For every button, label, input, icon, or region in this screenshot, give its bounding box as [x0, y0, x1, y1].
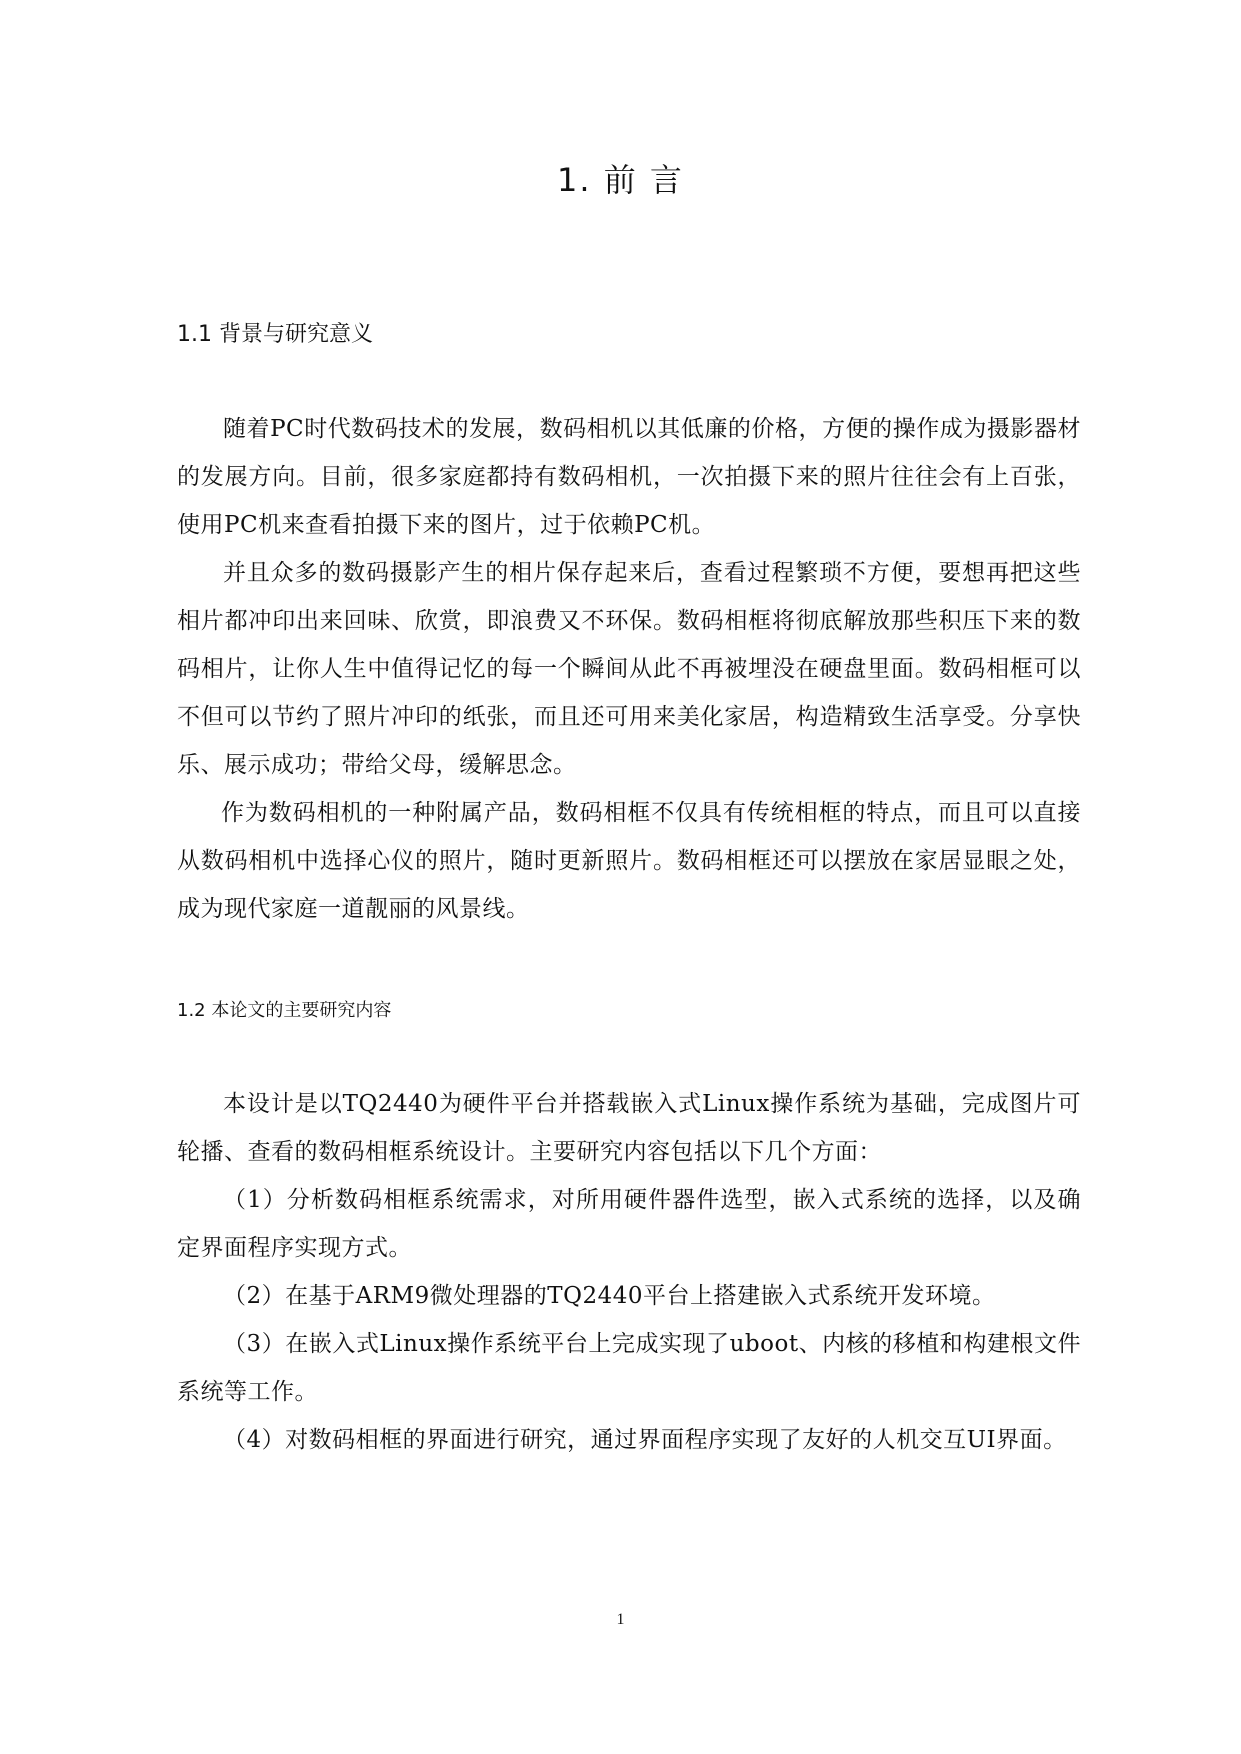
list-item: （1）分析数码相框系统需求，对所用硬件器件选型，嵌入式系统的选择，以及确定界面程序实现方式。 — [177, 1187, 1081, 1261]
section-heading-research-content: 1.2 本论文的主要研究内容 — [177, 1000, 392, 1021]
chapter-title: 1. 前 言 — [557, 161, 684, 199]
page-number: 1 — [616, 1611, 625, 1628]
paragraph: 本设计是以TQ2440为硬件平台并搭载嵌入式Linux操作系统为基础，完成图片可轮播、查看的数码相框系统设计。主要研究内容包括以下几个方面： — [177, 1091, 1081, 1165]
paragraph: 随着PC时代数码技术的发展，数码相机以其低廉的价格，方便的操作成为摄影器材的发展方向。目前，很多家庭都持有数码相机，一次拍摄下来的照片往往会有上百张，使用PC机来查看拍摄下来的图片，过于依赖PC机。 — [177, 416, 1081, 538]
paragraph: 并且众多的数码摄影产生的相片保存起来后，查看过程繁琐不方便，要想再把这些相片都冲印出来回味、欣赏，即浪费又不环保。数码相框将彻底解放那些积压下来的数码相片，让你人生中值得记忆的每一个瞬间从此不再被埋没在硬盘里面。数码相框可以不但可以节约了照片冲印的纸张，而且还可用来美化家居，构造精致生活享受。分享快乐、展示成功；带给父母，缓解思念。 — [177, 560, 1081, 778]
section-body-research-content — [177, 1080, 1081, 1464]
section-heading-background: 1.1 背景与研究意义 — [177, 322, 373, 347]
list-item: （2）在基于ARM9微处理器的TQ2440平台上搭建嵌入式系统开发环境。 — [223, 1283, 996, 1309]
list-item: （3）在嵌入式Linux操作系统平台上完成实现了uboot、内核的移植和构建根文件系统等工作。 — [177, 1331, 1081, 1405]
paragraph: 作为数码相机的一种附属产品，数码相框不仅具有传统相框的特点，而且可以直接从数码相机中选择心仪的照片，随时更新照片。数码相框还可以摆放在家居显眼之处，成为现代家庭一道靓丽的风景线。 — [177, 800, 1081, 922]
list-item: （4）对数码相框的界面进行研究，通过界面程序实现了友好的人机交互UI界面。 — [223, 1427, 1067, 1453]
section-body-background — [177, 405, 1081, 933]
